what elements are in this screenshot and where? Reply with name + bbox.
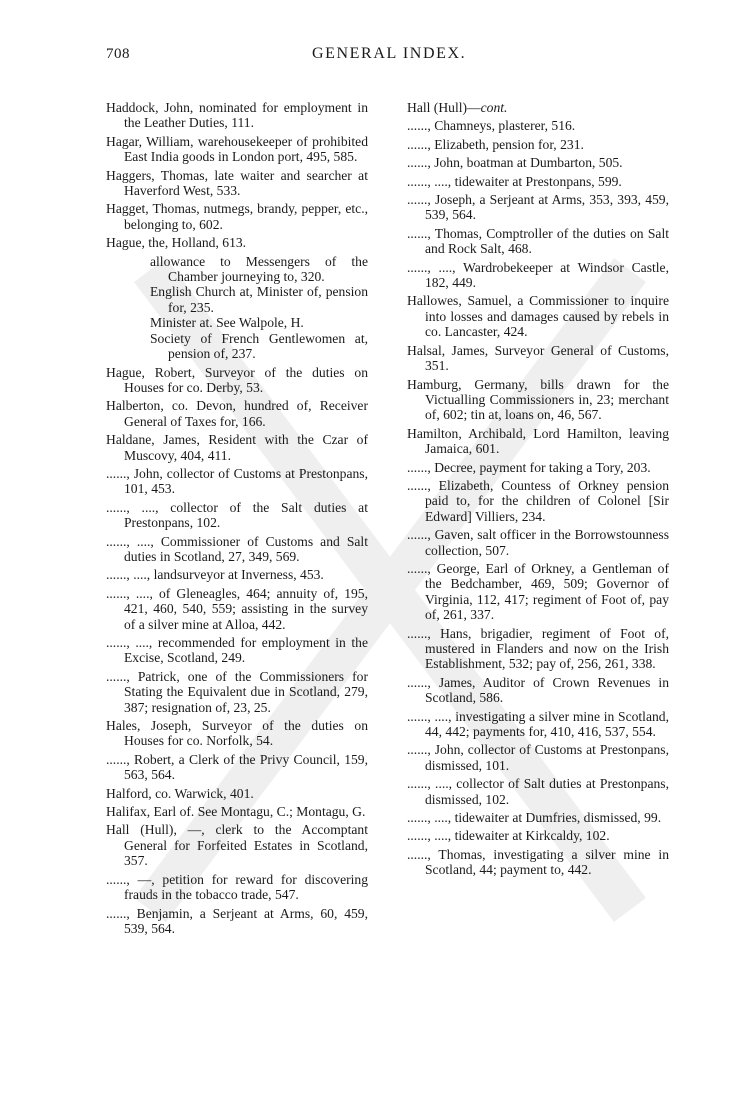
index-entry: ......, ...., investigating a silver mine in Scotland, 44, 442; payments for, 410, 416, 537, 554. [407,708,669,740]
page-number: 708 [106,46,130,62]
continued-heading [407,100,669,115]
index-entry: Haldane, James, Resident with the Czar of Muscovy, 404, 411. [106,432,368,463]
index-subentry: allowance to Messengers of the Chamber journeying to, 320. [150,253,368,285]
index-entry: ......, ...., Commissioner of Customs and Salt duties in Scotland, 27, 349, 569. [106,533,368,564]
index-column-right [407,100,669,881]
index-subentry: English Church at, Minister of, pension for, 235. [150,284,368,315]
index-entry: ......, —, petition for reward for discovering frauds in the tobacco trade, 547. [106,871,368,903]
index-entry: ......, ...., recommended for employment in the Excise, Scotland, 249. [106,635,368,666]
index-entry: ......, ...., tidewaiter at Prestonpans, 599. [407,173,622,189]
index-entry: ......, Hans, brigadier, regiment of Foot of, mustered in Flanders and now on the Irish Establishment, 532; pay of, 256, 261, 338. [407,625,669,672]
running-title: GENERAL INDEX. [312,45,467,62]
index-entry: ......, John, collector of Customs at Prestonpans, 101, 453. [106,465,368,497]
index-entry: ......, ...., of Gleneagles, 464; annuity of, 195, 421, 460, 540, 559; assisting in the survey of a silver mine at Alloa, 442. [106,585,368,632]
index-entry: ......, Joseph, a Serjeant at Arms, 353, 393, 459, 539, 564. [407,192,669,223]
index-entry: Hagar, William, warehousekeeper of prohibited East India goods in London port, 495, 585. [106,133,368,165]
index-entry: Halberton, co. Devon, hundred of, Receiver General of Taxes for, 166. [106,398,368,429]
index-entry: ......, ...., Wardrobekeeper at Windsor Castle, 182, 449. [407,259,669,291]
index-entry: ......, John, collector of Customs at Prestonpans, dismissed, 101. [407,742,669,773]
index-entry: Hague, the, Holland, 613. [106,235,247,251]
index-entry: ......, ...., collector of Salt duties at Prestonpans, dismissed, 102. [407,776,669,807]
index-entry: ......, John, boatman at Dumbarton, 505. [407,155,623,171]
index-subentry: Minister at. See Walpole, H. [150,315,304,331]
index-entry: Haggers, Thomas, late waiter and searcher at Haverford West, 533. [106,167,368,199]
index-entry: ......, Patrick, one of the Commissioners for Stating the Equivalent due in Scotland, 279, 387; resignation of, 23, 25. [106,668,368,715]
index-entry: ......, Benjamin, a Serjeant at Arms, 60, 459, 539, 564. [106,905,368,936]
index-entry: Halford, co. Warwick, 401. [106,785,254,801]
continued-heading-cont: cont. [480,100,508,115]
index-entry: Hamburg, Germany, bills drawn for the Victualling Commissioners in, 23; merchant of, 602; tin at, loans on, 46, 567. [407,376,669,423]
index-entry: ......, ...., collector of the Salt duties at Prestonpans, 102. [106,499,368,531]
index-entry: Haddock, John, nominated for employment in the Leather Duties, 111. [106,100,368,131]
index-entry: ......, ...., tidewaiter at Dumfries, dismissed, 99. [407,810,662,826]
index-entry: ......, Robert, a Clerk of the Privy Council, 159, 563, 564. [106,751,368,783]
index-entry: ......, Decree, payment for taking a Tory, 203. [407,459,651,475]
index-entry: Hagget, Thomas, nutmegs, brandy, pepper, etc., belonging to, 602. [106,201,368,232]
index-entry: Halsal, James, Surveyor General of Customs, 351. [407,342,669,374]
index-entry: ......, ...., tidewaiter at Kirkcaldy, 102. [407,828,610,844]
index-column-left [106,100,368,939]
index-entry: ......, George, Earl of Orkney, a Gentleman of the Bedchamber, 469, 509; Governor of Virginia, 112, 417; regiment of Foot of, pay of, 261, 337. [407,560,669,623]
index-entry: Halifax, Earl of. See Montagu, C.; Montagu, G. [106,804,366,820]
index-entry: Hales, Joseph, Surveyor of the duties on Houses for co. Norfolk, 54. [106,718,368,749]
index-entry: ......, James, Auditor of Crown Revenues in Scotland, 586. [407,674,669,706]
index-subentry: Society of French Gentlewomen at, pension of, 237. [150,330,368,362]
index-entry: Hamilton, Archibald, Lord Hamilton, leaving Jamaica, 601. [407,425,669,457]
index-entry: ......, ...., landsurveyor at Inverness, 453. [106,567,324,583]
index-entry: ......, Elizabeth, Countess of Orkney pension paid to, for the children of Colonel [Sir Edward] Villiers, 234. [407,477,669,524]
index-entry: ......, Gaven, salt officer in the Borrowstounness collection, 507. [407,527,669,558]
index-entry: ......, Chamneys, plasterer, 516. [407,118,576,134]
index-entry: ......, Thomas, investigating a silver mine in Scotland, 44; payment to, 442. [407,846,669,878]
index-entry: ......, Elizabeth, pension for, 231. [407,136,584,152]
continued-heading-name: Hall (Hull)— [407,100,481,115]
index-entry: Hallowes, Samuel, a Commissioner to inquire into losses and damages caused by rebels in co. Lancaster, 424. [407,293,669,340]
index-entry: Hague, Robert, Surveyor of the duties on Houses for co. Derby, 53. [106,364,368,395]
index-entry: Hall (Hull), —, clerk to the Accomptant General for Forfeited Estates in Scotland, 357. [106,822,368,869]
index-entry: ......, Thomas, Comptroller of the duties on Salt and Rock Salt, 468. [407,225,669,257]
